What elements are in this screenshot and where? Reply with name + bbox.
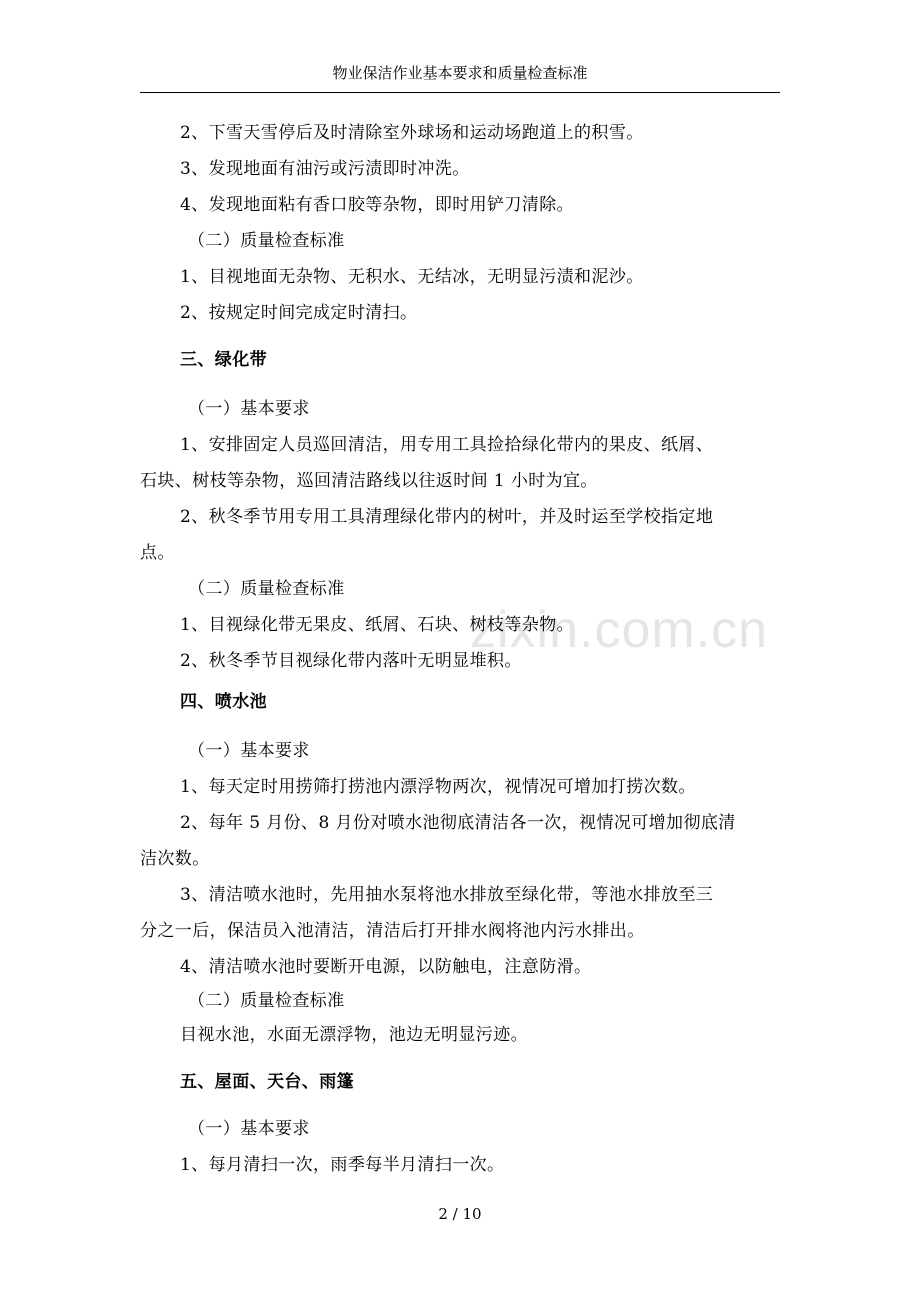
body-line: 2、下雪天雪停后及时清除室外球场和运动场跑道上的积雪。: [180, 123, 644, 143]
subsection-heading: （一）基本要求: [188, 1119, 310, 1139]
subsection-heading: （二）质量检查标准: [188, 991, 345, 1011]
body-line: 4、发现地面粘有香口胶等杂物，即时用铲刀清除。: [180, 195, 575, 215]
body-line: 目视水池，水面无漂浮物，池边无明显污迹。: [180, 1025, 528, 1045]
body-line: 2、秋冬季节用专用工具清理绿化带内的树叶，并及时运至学校指定地: [180, 507, 714, 527]
section-heading: 四、喷水池: [180, 692, 267, 712]
section-heading: 三、绿化带: [180, 350, 267, 370]
body-line: 洁次数。: [140, 849, 210, 869]
body-line: 1、目视绿化带无果皮、纸屑、石块、树枝等杂物。: [180, 615, 575, 635]
section-heading: 五、屋面、天台、雨篷: [180, 1072, 354, 1092]
page-number: 2 / 10: [438, 1205, 482, 1223]
body-line: 2、按规定时间完成定时清扫。: [180, 303, 418, 323]
body-line: 石块、树枝等杂物，巡回清洁路线以往返时间 1 小时为宜。: [140, 471, 598, 491]
watermark: zixin.com.cn: [470, 601, 769, 659]
body-line: 分之一后，保洁员入池清洁，清洁后打开排水阀将池内污水排出。: [140, 921, 645, 941]
body-line: 3、发现地面有油污或污渍即时冲洗。: [180, 159, 470, 179]
header-rule: [140, 92, 780, 93]
subsection-heading: （二）质量检查标准: [188, 231, 345, 251]
body-line: 4、清洁喷水池时要断开电源，以防触电，注意防滑。: [180, 957, 592, 977]
body-line: 1、目视地面无杂物、无积水、无结冰，无明显污渍和泥沙。: [180, 267, 644, 287]
body-line: 1、每月清扫一次，雨季每半月清扫一次。: [180, 1155, 505, 1175]
subsection-heading: （一）基本要求: [188, 399, 310, 419]
body-line: 点。: [140, 543, 175, 563]
body-line: 3、清洁喷水池时，先用抽水泵将池水排放至绿化带，等池水排放至三: [180, 885, 714, 905]
subsection-heading: （二）质量检查标准: [188, 579, 345, 599]
body-line: 2、秋冬季节目视绿化带内落叶无明显堆积。: [180, 651, 522, 671]
page-header: 物业保洁作业基本要求和质量检查标准: [332, 64, 588, 82]
subsection-heading: （一）基本要求: [188, 741, 310, 761]
body-line: 1、每天定时用捞筛打捞池内漂浮物两次，视情况可增加打捞次数。: [180, 777, 696, 797]
body-line: 2、每年 5 月份、8 月份对喷水池彻底清洁各一次，视情况可增加彻底清: [180, 813, 736, 833]
body-line: 1、安排固定人员巡回清洁，用专用工具捡拾绿化带内的果皮、纸屑、: [180, 435, 714, 455]
